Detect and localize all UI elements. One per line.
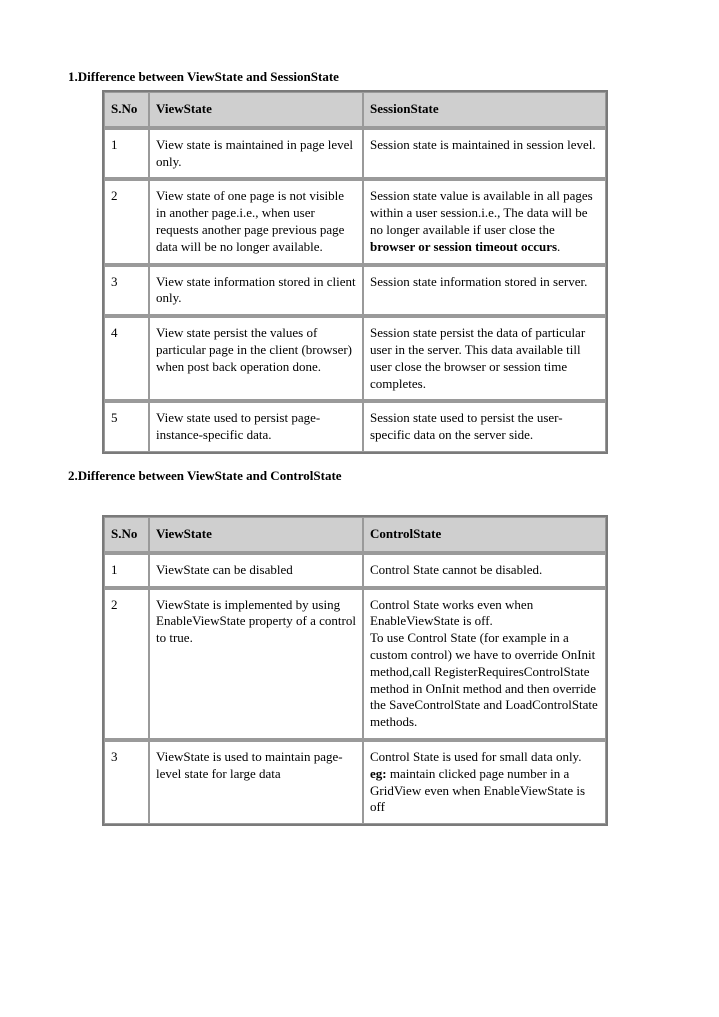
- cell-text: Control State is used for small data only.: [370, 748, 582, 764]
- table-row: [104, 315, 606, 400]
- cell-sno: 2: [104, 178, 149, 263]
- cell-text: To use Control State (for example in a custom control) we have to override OnInit method,call RegisterRequiresControlState method in OnInit method and then override the SaveControlState and LoadControlState methods.: [370, 630, 598, 730]
- cell-viewstate: View state information stored in client only.: [149, 264, 363, 316]
- section1-heading: 1.Difference between ViewState and SessionState: [68, 69, 339, 84]
- header-viewstate: ViewState: [149, 92, 363, 127]
- cell-sno: 1: [104, 127, 149, 179]
- cell-viewstate: View state is maintained in page level only.: [149, 127, 363, 179]
- cell-viewstate: ViewState is implemented by using EnableViewState property of a control to true.: [149, 587, 363, 739]
- header-sessionstate: SessionState: [363, 92, 606, 127]
- header-controlstate: ControlState: [363, 517, 606, 552]
- cell-viewstate: ViewState is used to maintain page-level state for large data: [149, 739, 363, 824]
- cell-sessionstate: Session state is maintained in session level.: [363, 127, 606, 179]
- cell-text: Session state value is available in all pages within a user session.i.e., The data will be no longer available if user close the: [370, 188, 593, 237]
- header-sno: S.No: [104, 92, 149, 127]
- cell-viewstate: View state of one page is not visible in another page.i.e., when user requests another page previous page data will be no longer available.: [149, 178, 363, 263]
- table-row: [104, 400, 606, 452]
- cell-controlstate: [363, 739, 606, 824]
- cell-bold-text: browser or session timeout occurs: [370, 238, 558, 254]
- table-row: [104, 552, 606, 587]
- cell-sno: 3: [104, 264, 149, 316]
- cell-viewstate: View state used to persist page-instance-specific data.: [149, 400, 363, 452]
- cell-sno: 4: [104, 315, 149, 400]
- cell-text: .: [557, 238, 561, 254]
- cell-sno: 3: [104, 739, 149, 824]
- table-row: [104, 264, 606, 316]
- cell-sessionstate: [363, 178, 606, 263]
- header-viewstate: ViewState: [149, 517, 363, 552]
- cell-sno: 2: [104, 587, 149, 739]
- viewstate-controlstate-table: [102, 515, 608, 826]
- header-sno: S.No: [104, 517, 149, 552]
- section2-heading: 2.Difference between ViewState and ControlState: [68, 468, 342, 483]
- cell-sno: 5: [104, 400, 149, 452]
- cell-controlstate: [363, 587, 606, 739]
- cell-sessionstate: Session state information stored in server.: [363, 264, 606, 316]
- viewstate-sessionstate-table: [102, 90, 608, 454]
- cell-controlstate: Control State cannot be disabled.: [363, 552, 606, 587]
- table-header-row: [104, 92, 606, 127]
- cell-text: Control State works even when EnableViewState is off.: [370, 596, 534, 629]
- cell-sessionstate: Session state used to persist the user-specific data on the server side.: [363, 400, 606, 452]
- cell-viewstate: View state persist the values of particular page in the client (browser) when post back operation done.: [149, 315, 363, 400]
- cell-text: maintain clicked page number in a GridView even when EnableViewState is off: [370, 765, 586, 815]
- table-row: [104, 178, 606, 263]
- cell-sessionstate: Session state persist the data of particular user in the server. This data available till user close the browser or session time completes.: [363, 315, 606, 400]
- table-header-row: [104, 517, 606, 552]
- table-row: [104, 739, 606, 824]
- table-row: [104, 127, 606, 179]
- cell-sno: 1: [104, 552, 149, 587]
- table-row: [104, 587, 606, 739]
- cell-viewstate: ViewState can be disabled: [149, 552, 363, 587]
- cell-bold-text: eg:: [370, 765, 387, 781]
